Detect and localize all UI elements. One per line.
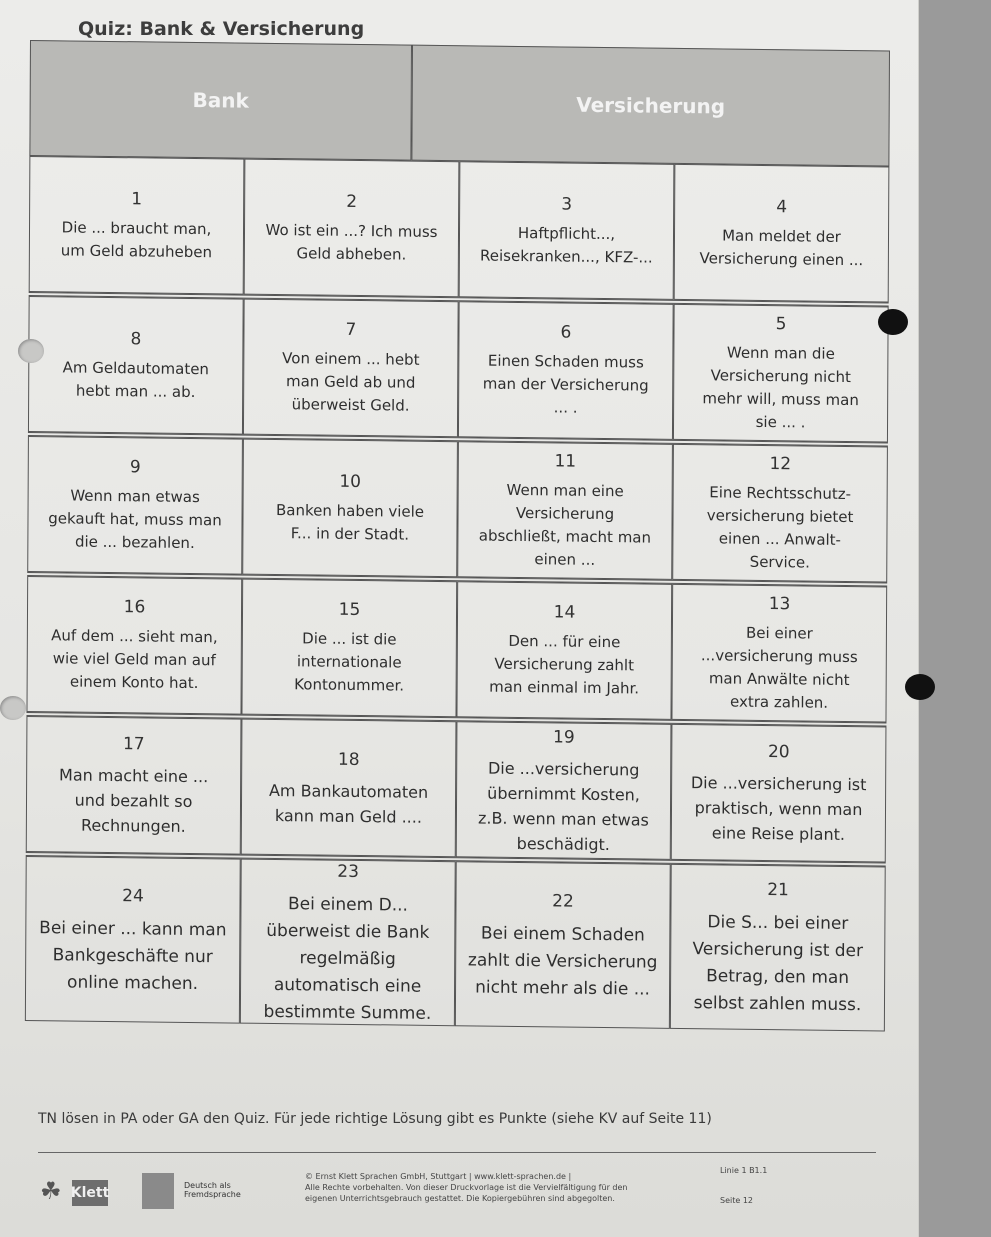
quiz-cell bbox=[25, 856, 241, 1024]
cell-clue: Die ...versicherung ist praktisch, wenn man eine Reise plant. bbox=[690, 773, 867, 844]
page-title: Quiz: Bank & Versicherung bbox=[78, 18, 365, 40]
quiz-cell bbox=[27, 436, 243, 575]
cell-number: 18 bbox=[337, 749, 360, 770]
punch-hole bbox=[18, 339, 44, 363]
cell-clue: Man meldet der Versicherung einen ... bbox=[699, 225, 864, 269]
cell-number: 13 bbox=[768, 593, 791, 614]
footer-divider bbox=[38, 1152, 876, 1153]
quiz-cell bbox=[672, 444, 888, 583]
quiz-cell bbox=[670, 864, 886, 1032]
cell-clue: Auf dem ... sieht man, wie viel Geld man auf einem Konto hat. bbox=[51, 626, 218, 693]
cell-clue: Einen Schaden muss man der Versicherung ... . bbox=[482, 351, 649, 417]
copyright-line-2: Alle Rechte vorbehalten. Von dieser Druckvorlage ist die Vervielfältigung für den bbox=[305, 1183, 628, 1192]
cell-number: 23 bbox=[337, 861, 360, 882]
quiz-row bbox=[29, 156, 890, 303]
quiz-cell bbox=[674, 164, 890, 303]
cell-number: 1 bbox=[131, 188, 143, 209]
cell-clue: Bei einer ... kann man Bankgeschäfte nur online machen. bbox=[39, 917, 227, 994]
quiz-cell bbox=[244, 159, 460, 298]
cell-number: 19 bbox=[552, 726, 575, 748]
header-bank: Bank bbox=[29, 40, 412, 161]
cell-number: 22 bbox=[552, 890, 574, 912]
quiz-row bbox=[28, 292, 889, 442]
quiz-cell bbox=[455, 861, 671, 1029]
cell-clue: Wo ist ein ...? Ich muss Geld abheben. bbox=[265, 220, 438, 264]
copyright-line-1: © Ernst Klett Sprachen GmbH, Stuttgart | www.klett-sprachen.de | bbox=[305, 1172, 572, 1181]
cell-clue: Eine Rechtsschutz- versicherung bietet einen ... Anwalt- Service. bbox=[706, 482, 854, 572]
quiz-cell bbox=[671, 724, 887, 863]
cell-number: 10 bbox=[339, 471, 362, 492]
series-line-1: Deutsch als bbox=[184, 1181, 231, 1190]
klett-leaf-icon: ☘ bbox=[40, 1177, 62, 1205]
quiz-cell bbox=[28, 296, 244, 435]
cell-number: 15 bbox=[338, 599, 361, 621]
cell-clue: Die S... bei einer Versicherung ist der Betrag, den man selbst zahlen muss. bbox=[692, 912, 864, 1016]
series-mark bbox=[142, 1173, 174, 1209]
quiz-cell bbox=[29, 156, 245, 295]
quiz-cell bbox=[240, 859, 456, 1027]
quiz-grid bbox=[25, 40, 890, 1031]
quiz-cell bbox=[457, 441, 673, 580]
punch-hole bbox=[878, 309, 908, 335]
cell-clue: Die ... ist die internationale Kontonummer. bbox=[294, 629, 405, 695]
quiz-cell bbox=[673, 304, 889, 443]
page-number: Seite 12 bbox=[720, 1196, 754, 1205]
cell-clue: Die ... braucht man, um Geld abzuheben bbox=[60, 217, 213, 261]
cell-clue: Wenn man die Versicherung nicht mehr will, muss man sie ... . bbox=[702, 343, 859, 431]
cell-number: 20 bbox=[767, 742, 790, 763]
cell-number: 21 bbox=[767, 880, 789, 901]
quiz-cell bbox=[243, 299, 459, 438]
quiz-cell bbox=[241, 719, 457, 858]
cell-clue: Wenn man eine Versicherung abschließt, macht man einen ... bbox=[478, 480, 652, 569]
cell-clue: Bei einem Schaden zahlt die Versicherung nicht mehr als die ... bbox=[467, 923, 658, 1000]
cell-clue: Am Bankautomaten kann man Geld .... bbox=[268, 780, 429, 827]
klett-logo: Klett bbox=[72, 1180, 108, 1206]
punch-hole bbox=[0, 696, 26, 720]
cell-number: 8 bbox=[130, 328, 142, 349]
cell-number: 12 bbox=[769, 453, 792, 474]
cell-number: 24 bbox=[122, 885, 144, 906]
cell-number: 4 bbox=[776, 196, 788, 217]
cell-number: 16 bbox=[123, 597, 146, 618]
quiz-cell bbox=[26, 576, 242, 715]
cell-clue: Die ...versicherung übernimmt Kosten, z.B. wenn man etwas beschädigt. bbox=[477, 758, 649, 854]
quiz-row bbox=[26, 572, 887, 722]
cell-number: 2 bbox=[346, 191, 358, 212]
cell-clue: Wenn man etwas gekauft hat, muss man die ... bezahlen. bbox=[48, 486, 222, 553]
quiz-row bbox=[26, 712, 887, 862]
cell-clue: Bei einer ...versicherung muss man Anwälte nicht extra zahlen. bbox=[700, 623, 858, 712]
quiz-row bbox=[25, 852, 886, 1031]
quiz-cell bbox=[241, 579, 457, 718]
cell-clue: Haftpflicht..., Reisekranken..., KFZ-... bbox=[480, 223, 653, 267]
cell-number: 3 bbox=[561, 193, 573, 215]
series-label bbox=[184, 1181, 241, 1199]
header-versicherung: Versicherung bbox=[411, 45, 890, 167]
instruction-text: TN lösen in PA oder GA den Quiz. Für jede richtige Lösung gibt es Punkte (siehe KV auf Seite 11) bbox=[38, 1111, 712, 1127]
quiz-cell bbox=[456, 721, 672, 860]
cell-number: 17 bbox=[122, 734, 145, 755]
copyright-line-3: eigenen Unterrichtsgebrauch gestattet. Die Kopiergebühren sind abgegolten. bbox=[305, 1194, 615, 1203]
cell-number: 7 bbox=[345, 319, 357, 340]
cell-number: 11 bbox=[554, 450, 577, 472]
cell-clue: Banken haben viele F... in der Stadt. bbox=[275, 500, 425, 544]
quiz-cell bbox=[458, 301, 674, 440]
quiz-cell bbox=[671, 584, 887, 723]
cell-clue: Am Geldautomaten hebt man ... ab. bbox=[62, 357, 210, 401]
copyright-notice bbox=[305, 1171, 627, 1204]
punch-hole bbox=[905, 674, 935, 700]
cell-number: 5 bbox=[775, 313, 787, 334]
quiz-cell bbox=[242, 439, 458, 578]
cell-clue: Den ... für eine Versicherung zahlt man einmal im Jahr. bbox=[489, 631, 640, 698]
quiz-cell bbox=[459, 161, 675, 300]
quiz-row bbox=[27, 432, 888, 582]
quiz-cell bbox=[26, 716, 242, 855]
course-level: Linie 1 B1.1 bbox=[720, 1166, 768, 1175]
quiz-cell bbox=[456, 581, 672, 720]
cell-clue: Man macht eine ... und bezahlt so Rechnungen. bbox=[59, 765, 209, 836]
series-line-2: Fremdsprache bbox=[184, 1190, 241, 1199]
cell-clue: Bei einem D... überweist die Bank regelmäßig automatisch eine bestimmte Summe. bbox=[263, 893, 432, 1024]
header-row bbox=[29, 40, 890, 167]
cell-clue: Von einem ... hebt man Geld ab und überweist Geld. bbox=[282, 349, 420, 415]
cell-number: 14 bbox=[553, 602, 576, 623]
cell-number: 6 bbox=[560, 322, 572, 343]
cell-number: 9 bbox=[129, 457, 141, 478]
